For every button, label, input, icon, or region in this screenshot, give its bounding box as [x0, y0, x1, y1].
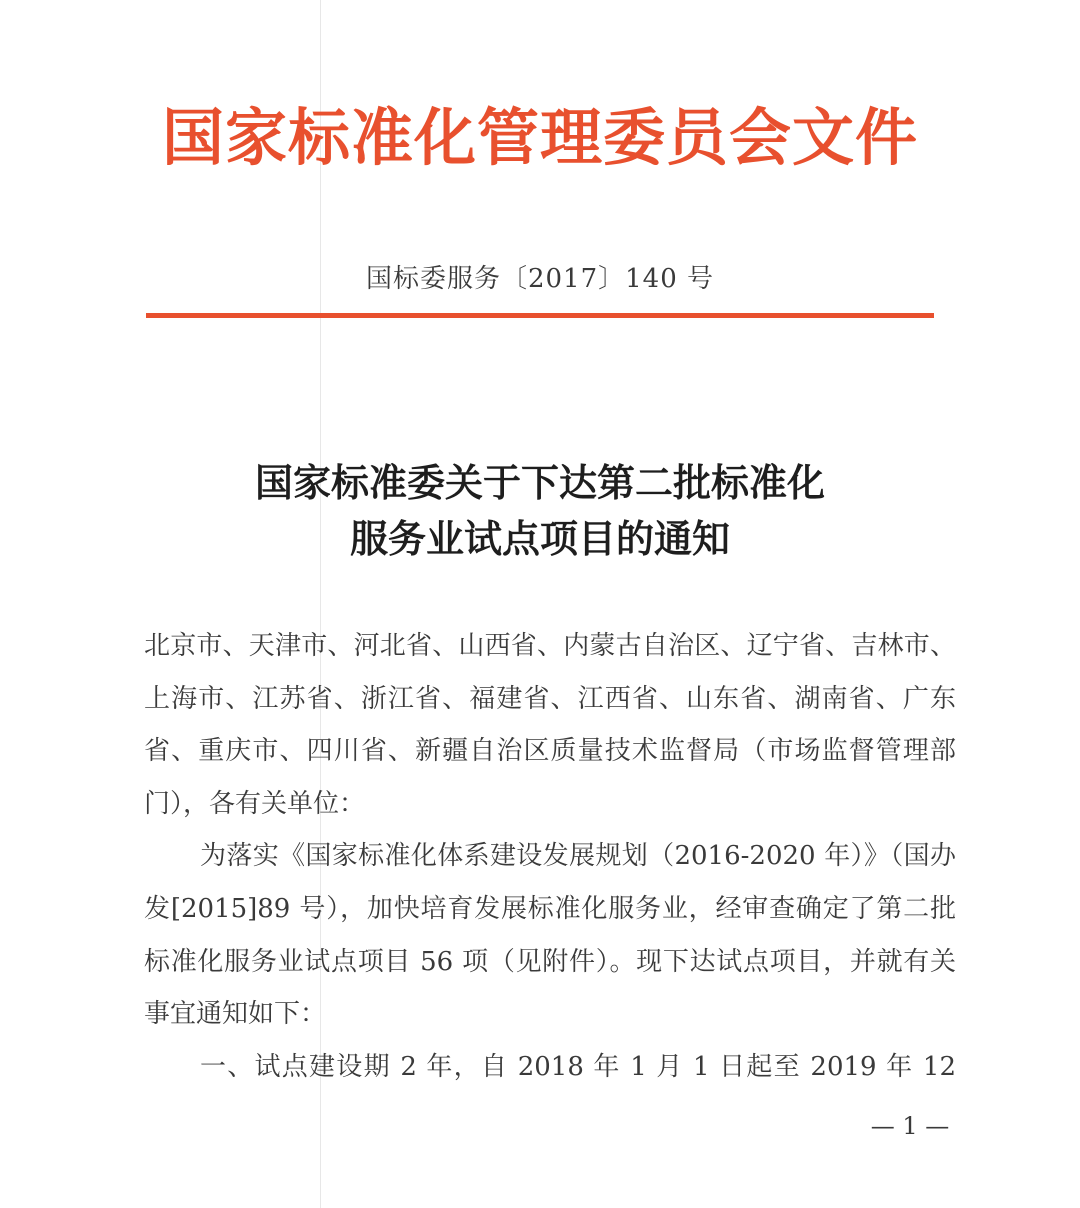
document-number: 国标委服务〔2017〕140 号 [365, 264, 715, 294]
body-paragraph-1: 为落实《国家标准化体系建设发展规划（2016-2020 年）》（国办发[2015]89 号），加快培育发展标准化服务业，经审查确定了第二批标准化服务业试点项目 56 项（见附件）。现下达试点项目，并就有关事宜通知如下： [144, 841, 956, 1030]
notice-title [0, 455, 1080, 567]
body-paragraph-2: 一、试点建设期 2 年，自 2018 年 1 月 1 日起至 2019 年 12 [200, 1051, 956, 1082]
page-number: — 1 — [870, 1112, 950, 1140]
letterhead-title: 国家标准化管理委员会文件 [161, 101, 918, 174]
red-divider-rule [146, 313, 934, 318]
notice-title-line-1: 国家标准委关于下达第二批标准化 [254, 461, 825, 505]
notice-body [144, 620, 956, 1093]
notice-title-line-2: 服务业试点项目的通知 [349, 517, 730, 561]
addressee-paragraph: 北京市、天津市、河北省、山西省、内蒙古自治区、辽宁省、吉林市、上海市、江苏省、浙江省、福建省、江西省、山东省、湖南省、广东省、重庆市、四川省、新疆自治区质量技术监督局（市场监督管理部门），各有关单位： [144, 631, 956, 819]
